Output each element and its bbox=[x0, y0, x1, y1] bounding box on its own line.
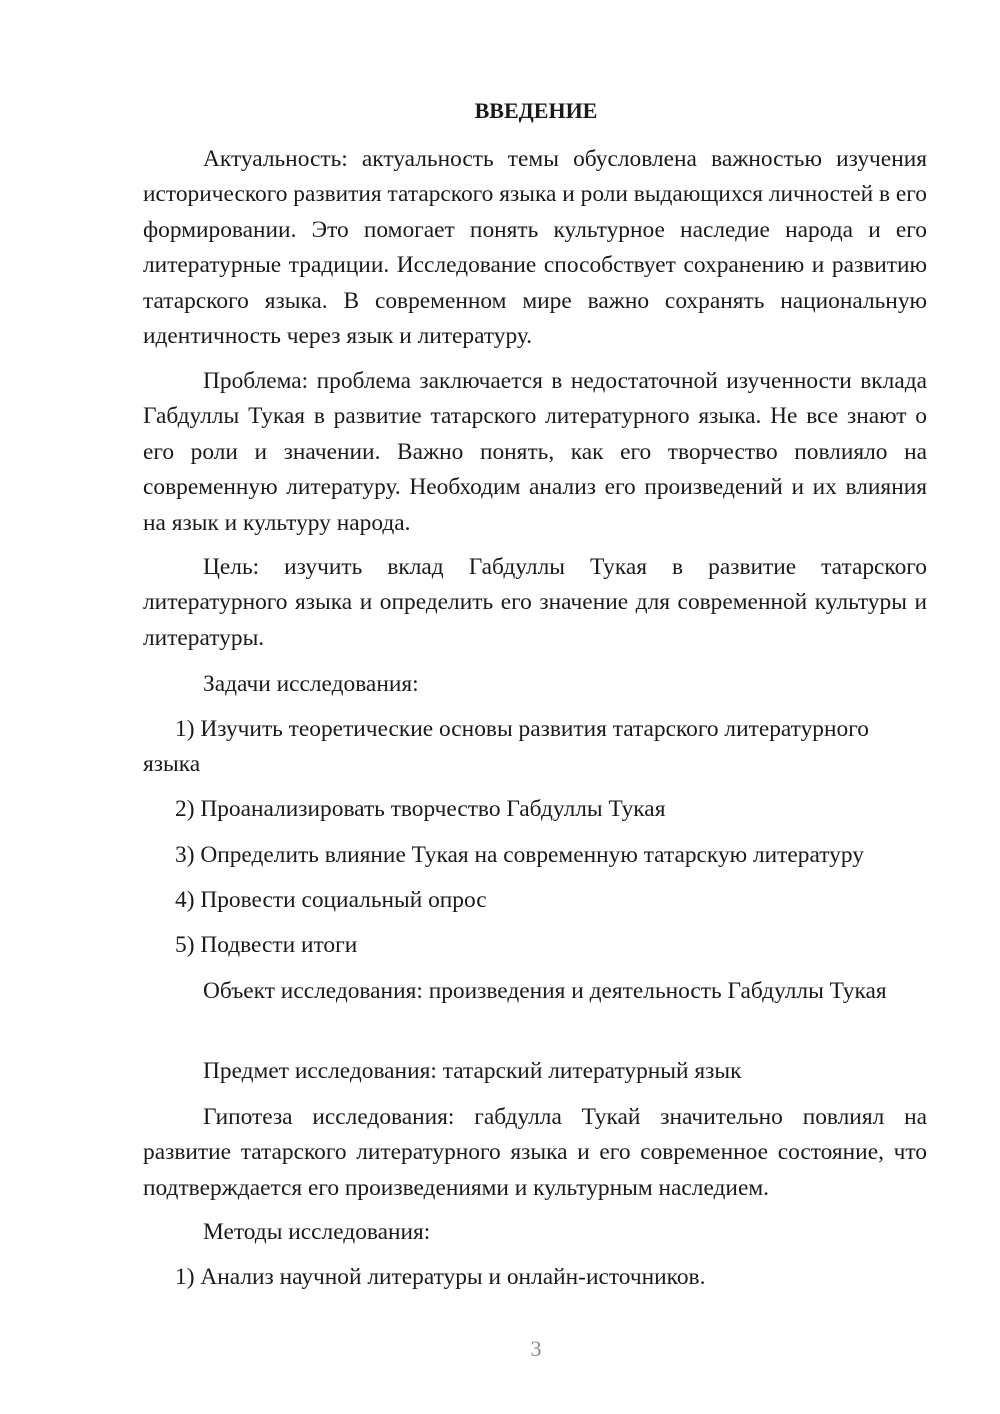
problem-paragraph: Проблема: проблема заключается в недостаточной изученности вклада Габдуллы Тукая в развитие татарского литературного языка. Не все знают о его роли и значении. Важно понять, как его творчество повлияло на современную литературу. Необходим анализ его произведений и их влияния на язык и культуру народа. bbox=[143, 368, 927, 536]
task-item-4: 4) Провести социальный опрос bbox=[175, 887, 487, 913]
tasks-heading: Задачи исследования: bbox=[203, 671, 419, 697]
task-item-3: 3) Определить влияние Тукая на современную татарскую литературу bbox=[175, 842, 864, 868]
method-item-1: 1) Анализ научной литературы и онлайн-источников. bbox=[175, 1264, 706, 1290]
methods-heading: Методы исследования: bbox=[203, 1219, 431, 1245]
object-paragraph: Объект исследования: произведения и деятельность Габдуллы Тукая bbox=[203, 978, 887, 1004]
task-item-2: 2) Проанализировать творчество Габдуллы Тукая bbox=[175, 796, 666, 822]
page-number: 3 bbox=[530, 1336, 542, 1361]
relevance-paragraph: Актуальность: актуальность темы обусловлена важностью изучения исторического развития татарского языка и роли выдающихся личностей в его формировании. Это помогает понять культурное наследие народа и его литературные традиции. Исследование способствует сохранению и развитию татарского языка. В современном мире важно сохранять национальную идентичность через язык и литературу. bbox=[143, 146, 927, 350]
subject-paragraph: Предмет исследования: татарский литературный язык bbox=[203, 1058, 742, 1084]
task-item-1: 1) Изучить теоретические основы развития татарского литературного языка bbox=[143, 716, 869, 778]
task-item-5: 5) Подвести итоги bbox=[175, 932, 358, 958]
hypothesis-paragraph: Гипотеза исследования: габдулла Тукай значительно повлиял на развитие татарского литературного языка и его современное состояние, что подтверждается его произведениями и культурным наследием. bbox=[143, 1104, 927, 1201]
page-title: ВВЕДЕНИЕ bbox=[474, 98, 598, 123]
goal-paragraph: Цель: изучить вклад Габдуллы Тукая в развитие татарского литературного языка и определить его значение для современной культуры и литературы. bbox=[143, 554, 927, 651]
